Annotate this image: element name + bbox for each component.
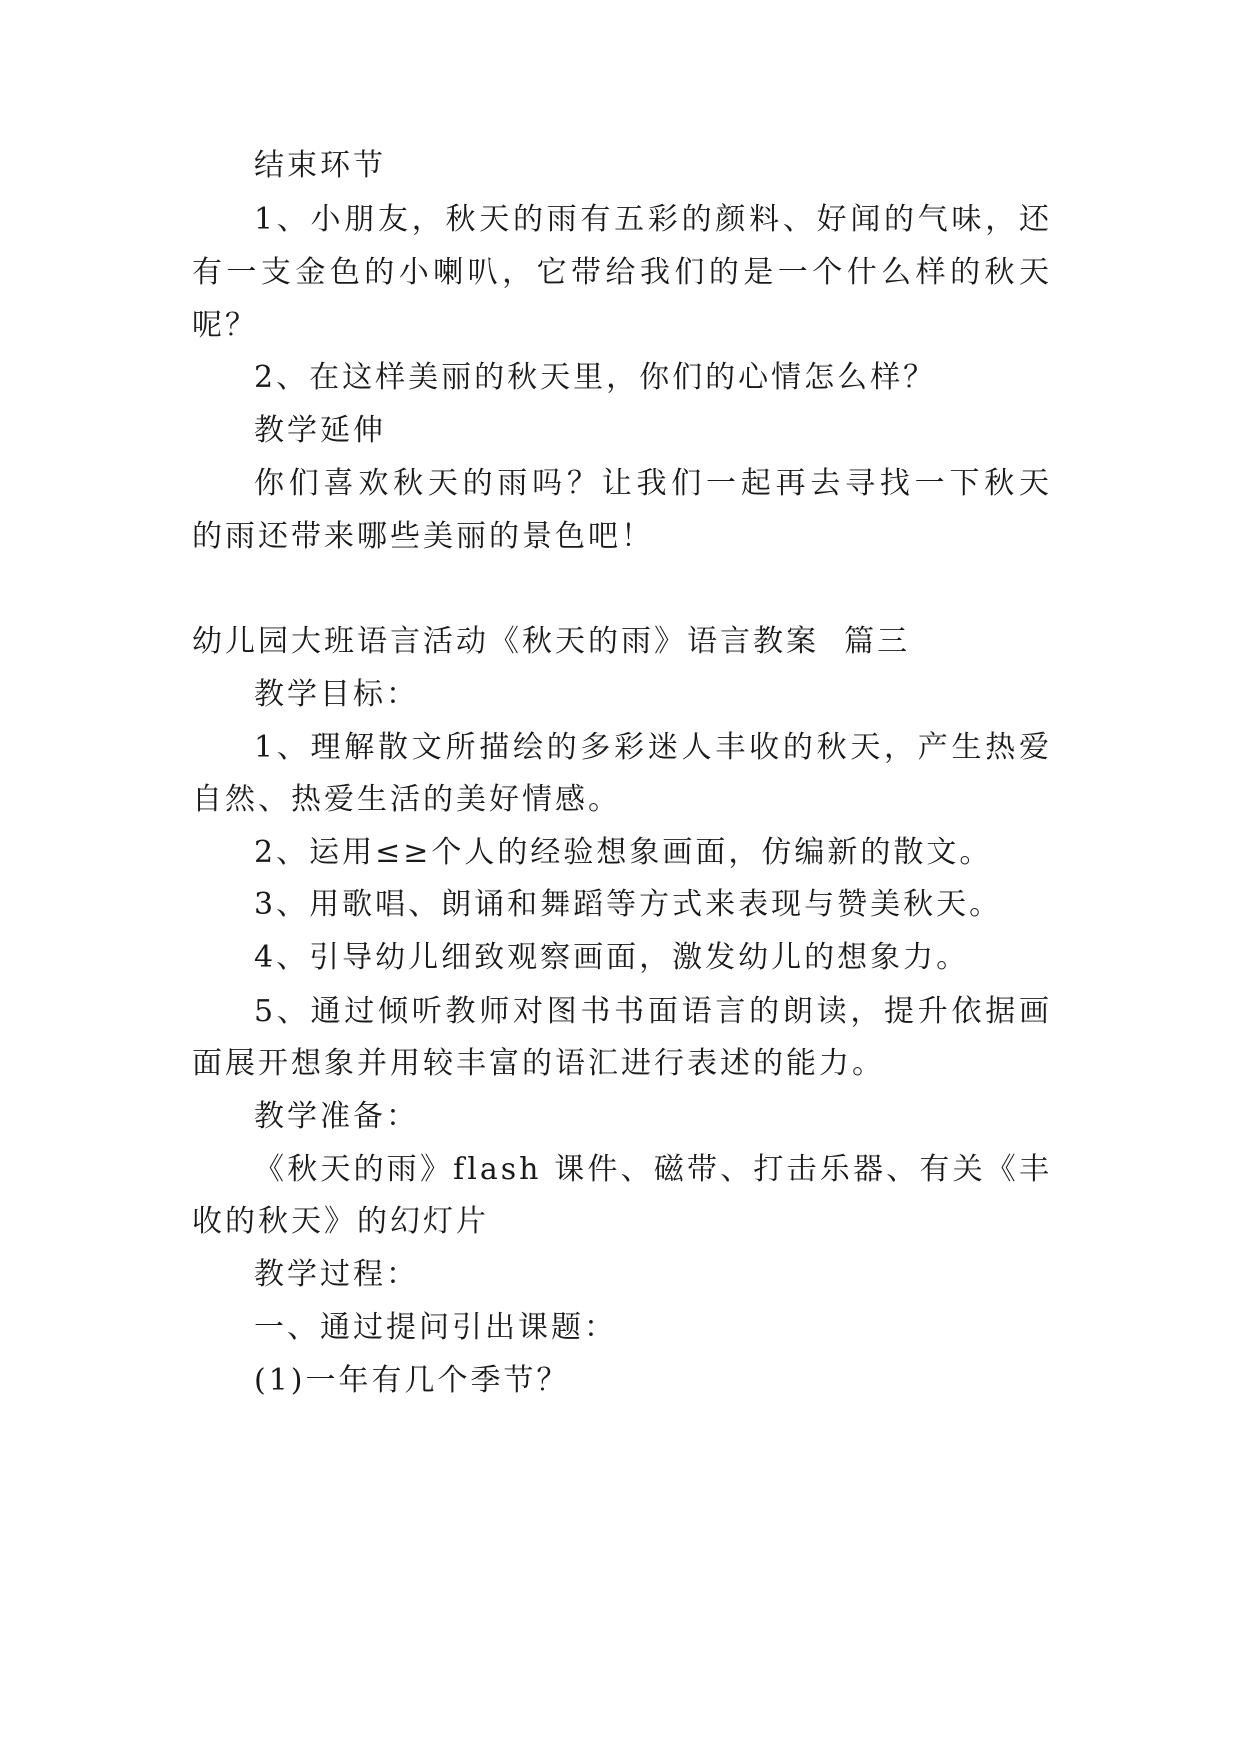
paragraph-line: 5、通过倾听教师对图书书面语言的朗读，提升依据画: [254, 994, 1052, 1029]
paragraph-line: 《秋天的雨》flash 课件、磁带、打击乐器、有关《丰: [254, 1152, 1052, 1187]
section-heading-extension: 教学延伸: [254, 413, 386, 448]
paragraph-line: 4、引导幼儿细致观察画面，激发幼儿的想象力。: [254, 940, 970, 975]
paragraph-line: 面展开想象并用较丰富的语汇进行表述的能力。: [192, 1046, 885, 1081]
paragraph-line: (1)一年有几个季节？: [254, 1363, 570, 1398]
paragraph-line: 的雨还带来哪些美丽的景色吧！: [192, 519, 654, 554]
process-heading: 教学过程：: [254, 1257, 419, 1292]
paragraph-line: 1、小朋友，秋天的雨有五彩的颜料、好闻的气味，还: [254, 202, 1052, 237]
paragraph-line: 3、用歌唱、朗诵和舞蹈等方式来表现与赞美秋天。: [254, 887, 1003, 922]
prep-heading: 教学准备：: [254, 1099, 419, 1134]
paragraph-line: 一、通过提问引出课题：: [254, 1310, 617, 1345]
paragraph-line: 收的秋天》的幻灯片: [192, 1204, 489, 1239]
document-section-title: 幼儿园大班语言活动《秋天的雨》语言教案 篇三: [192, 624, 911, 659]
section-heading-ending: 结束环节: [254, 148, 386, 183]
paragraph-line: 呢？: [192, 308, 258, 343]
goals-heading: 教学目标：: [254, 677, 419, 712]
paragraph-line: 2、运用≤≥个人的经验想象画面，仿编新的散文。: [254, 835, 993, 870]
paragraph-line: 自然、热爱生活的美好情感。: [192, 782, 621, 817]
paragraph-line: 2、在这样美丽的秋天里，你们的心情怎么样？: [254, 360, 937, 395]
paragraph-line: 你们喜欢秋天的雨吗？让我们一起再去寻找一下秋天: [254, 466, 1052, 501]
paragraph-line: 1、理解散文所描绘的多彩迷人丰收的秋天，产生热爱: [254, 730, 1052, 765]
paragraph-line: 有一支金色的小喇叭，它带给我们的是一个什么样的秋天: [192, 255, 1052, 290]
